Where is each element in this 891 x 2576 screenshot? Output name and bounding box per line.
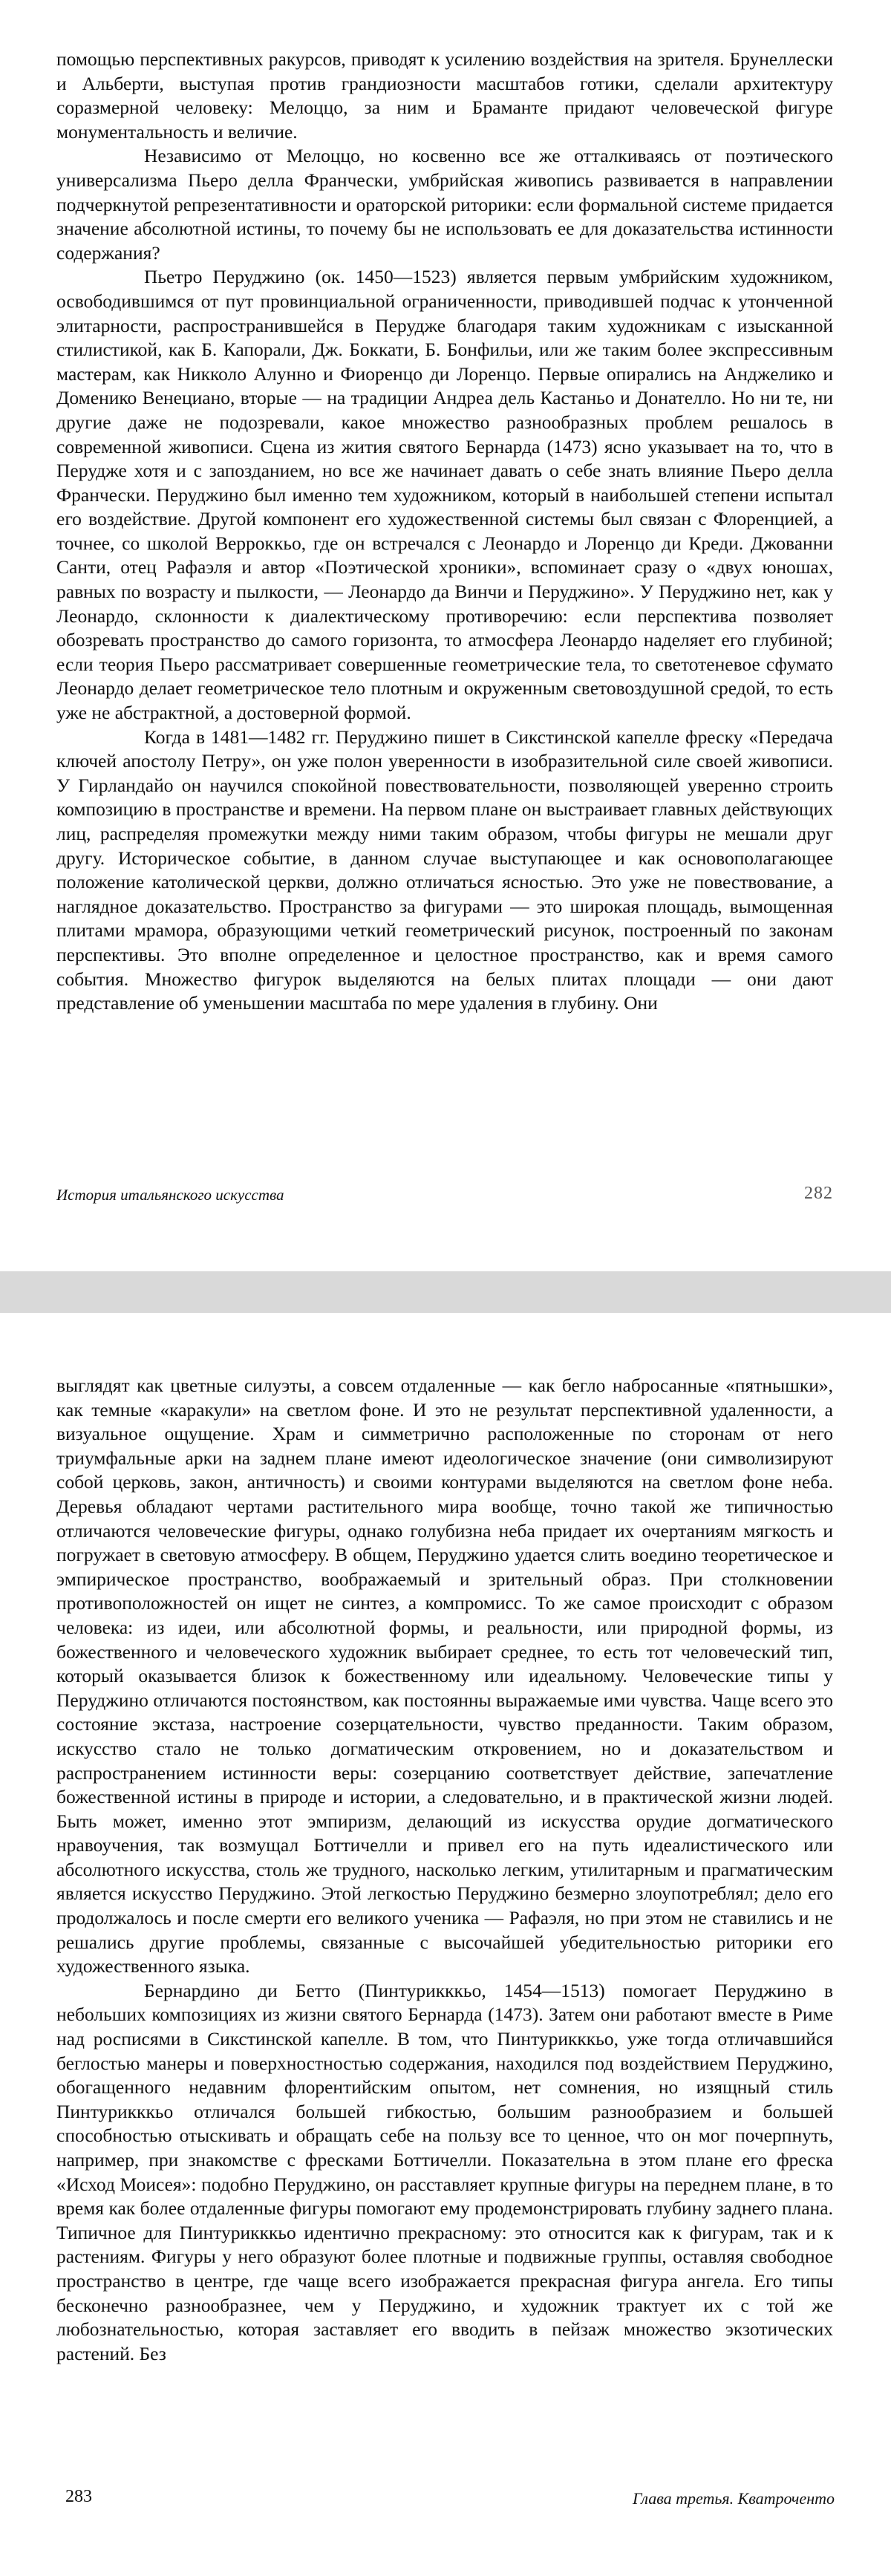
paragraph: помощью перспективных ракурсов, приводят к усилению воздействия на зрителя. Брунеллески и Альберти, выступая против грандиозности масштабов готики, сделали архитектуру соразмерной человеку: Мелоццо, за ним и Браманте придают человеческой фигуре монументальность и величие. — [56, 48, 833, 143]
running-footer-chapter: Глава третья. Кватроченто — [633, 2489, 835, 2508]
paragraph: Независимо от Мелоццо, но косвенно все же отталкиваясь от поэтического универсализма Пьеро делла Франчески, умбрийская живопись развивается в направлении подчеркнутой репрезентативности и ораторской риторики: если формальной системе придается значение абсолютной истины, то почему бы не использовать ее для доказательства истинности содержания? — [56, 145, 833, 264]
page-number: 282 — [804, 1184, 833, 1203]
page-282-body — [56, 48, 833, 1016]
page-number: 283 — [65, 2487, 92, 2506]
paragraph: Когда в 1481—1482 гг. Перуджино пишет в Сикстинской капелле фреску «Передача ключей апостолу Петру», он уже полон уверенности в изобразительной силе своей живописи. У Гирландайо он научился спокойной повествовательности, позволяющей уверенно строить композицию в пространстве и времени. На первом плане он выстраивает главных действующих лиц, распределяя промежутки между ними таким образом, чтобы фигуры не мешали друг другу. Историческое событие, в данном случае выступающее и как основополагающее положение католической церкви, должно отличаться ясностью. Это уже не повествование, а наглядное доказательство. Пространство за фигурами — это широкая площадь, вымощенная плитами мрамора, образующими четкий геометрический рисунок, построенный по законам перспективы. Это вполне определенное и целостное пространство, как и время самого события. Множество фигурок выделяются на белых плитах площади — они дают представление об уменьшении масштаба по мере удаления в глубину. Они — [56, 725, 833, 1014]
page-separator — [0, 1271, 891, 1313]
page-283-body — [56, 1374, 833, 2366]
page-282 — [0, 0, 891, 1271]
paragraph: выглядят как цветные силуэты, а совсем отдаленные — как бегло набросанные «пятнышки», как темные «каракули» на светлом фоне. И это не результат перспективной удаленности, а визуальное ощущение. Храм и симметрично расположенные по сторонам от него триумфальные арки на заднем плане имеют идеологическое значение (они символизируют собой церковь, закон, античность) и своими контурами выделяются на светлом фоне неба. Деревья обладают чертами растительного мира вообще, точно такой же типичностью отличаются человеческие фигуры, однако голубизна неба придает их очертаниям мягкость и погружает в световую атмосферу. В общем, Перуджино удается слить воедино теоретическое и эмпирическое пространство, воображаемый и зрительный образ. При столкновении противоположностей он ищет не синтез, а компромисс. То же самое происходит с образом человека: из идеи, или абсолютной формы, и реальности, или природной формы, из божественного и человеческого художник выбирает среднее, то есть тот человеческий тип, который оказывается близок к божественному или идеальному. Человеческие типы у Перуджино отличаются постоянством, как постоянны выражаемые ими чувства. Чаще всего это состояние экстаза, настроение созерцательности, чувство преданности. Таким образом, искусство стало не только догматическим откровением, но и доказательством и распространением истинности веры: созерцанию соответствует действие, запечатление божественной истины в природе и истории, а следовательно, и в практической жизни людей. Быть может, именно этот эмпиризм, делающий из искусства орудие догматического нравоучения, так возмущал Боттичелли и привел его на путь идеалистического или абсолютного искусства, столь же трудного, насколько легким, утилитарным и прагматическим является искусство Перуджино. Этой легкостью Перуджино безмерно злоупотреблял; дело его продолжалось и после смерти его великого ученика — Рафаэля, но при этом не ставились и не решались другие проблемы, связанные с высочайшей убедительностью риторики его художественного языка. — [56, 1375, 833, 1977]
running-footer-title: История итальянского искусства — [56, 1186, 284, 1204]
paragraph: Бернардино ди Бетто (Пинтурикккьо, 1454—1513) помогает Перуджино в небольших композициях из жизни святого Бернарда (1473). Затем они работают вместе в Риме над росписями в Сикстинской капелле. В том, что Пинтурикккьо, уже тогда отличавшийся беглостью манеры и поверхностностью содержания, находился под воздействием Перуджино, обогащенного недавним флорентийским опытом, нет сомнения, но изящный стиль Пинтурикккьо отличался большей гибкостью, большим разнообразием и большей способностью отыскивать и обращать себе на пользу все то ценное, что он мог почерпнуть, например, при знакомстве с фресками Боттичелли. Показательна в этом плане его фреска «Исход Моисея»: подобно Перуджино, он расставляет крупные фигуры на переднем плане, в то время как более отдаленные фигуры помогают ему продемонстрировать глубину заднего плана. Типичное для Пинтурикккьо идентично прекрасному: это относится как к фигурам, так и к растениям. Фигуры у него образуют более плотные и подвижные группы, оставляя свободное пространство в центре, где чаще всего изображается прекрасная фигура ангела. Его типы бесконечно разнообразнее, чем у Перуджино, и художник трактует их с той же любознательностью, которая заставляет его вводить в пейзаж множество экзотических растений. Без — [56, 1979, 833, 2364]
page-283 — [0, 1313, 891, 2576]
paragraph: Пьетро Перуджино (ок. 1450—1523) является первым умбрийским художником, освободившимся от пут провинциальной ограниченности, приводившей подчас к утонченной элитарности, распространившейся в Перудже благодаря таким художникам с изысканной стилистикой, как Б. Капорали, Дж. Боккати, Б. Бонфильи, или же таким более экспрессивным мастерам, как Никколо Алунно и Фиоренцо ди Лоренцо. Первые опирались на Анджелико и Доменико Венециано, вторые — на традиции Андреа дель Кастаньо и Донателло. Но ни те, ни другие даже не подозревали, какое множество разнообразных проблем решалось в современной живописи. Сцена из жития святого Бернарда (1473) ясно указывает на то, что в Перудже хотя и с запозданием, но все же начинает давать о себе знать влияние Пьеро делла Франчески. Перуджино был именно тем художником, который в наибольшей степени испытал его воздействие. Другой компонент его художественной системы был связан с Флоренцией, а точнее, со школой Верроккьо, где он встречался с Леонардо и Лоренцо ди Креди. Джованни Санти, отец Рафаэля и автор «Поэтической хроники», вспоминает сразу о «двух юношах, равных по возрасту и пылкости, — Леонардо да Винчи и Перуджино». У Перуджино нет, как у Леонардо, склонности к диалектическому противоречию: если перспектива позволяет обозревать пространство до самого горизонта, то атмосфера Леонардо наделяет его глубиной; если теория Пьеро рассматривает совершенные геометрические тела, то светотеневое сфумато Леонардо делает геометрическое тело плотным и окруженным световоздушной средой, то есть уже не абстрактной, а достоверной формой. — [56, 266, 833, 724]
